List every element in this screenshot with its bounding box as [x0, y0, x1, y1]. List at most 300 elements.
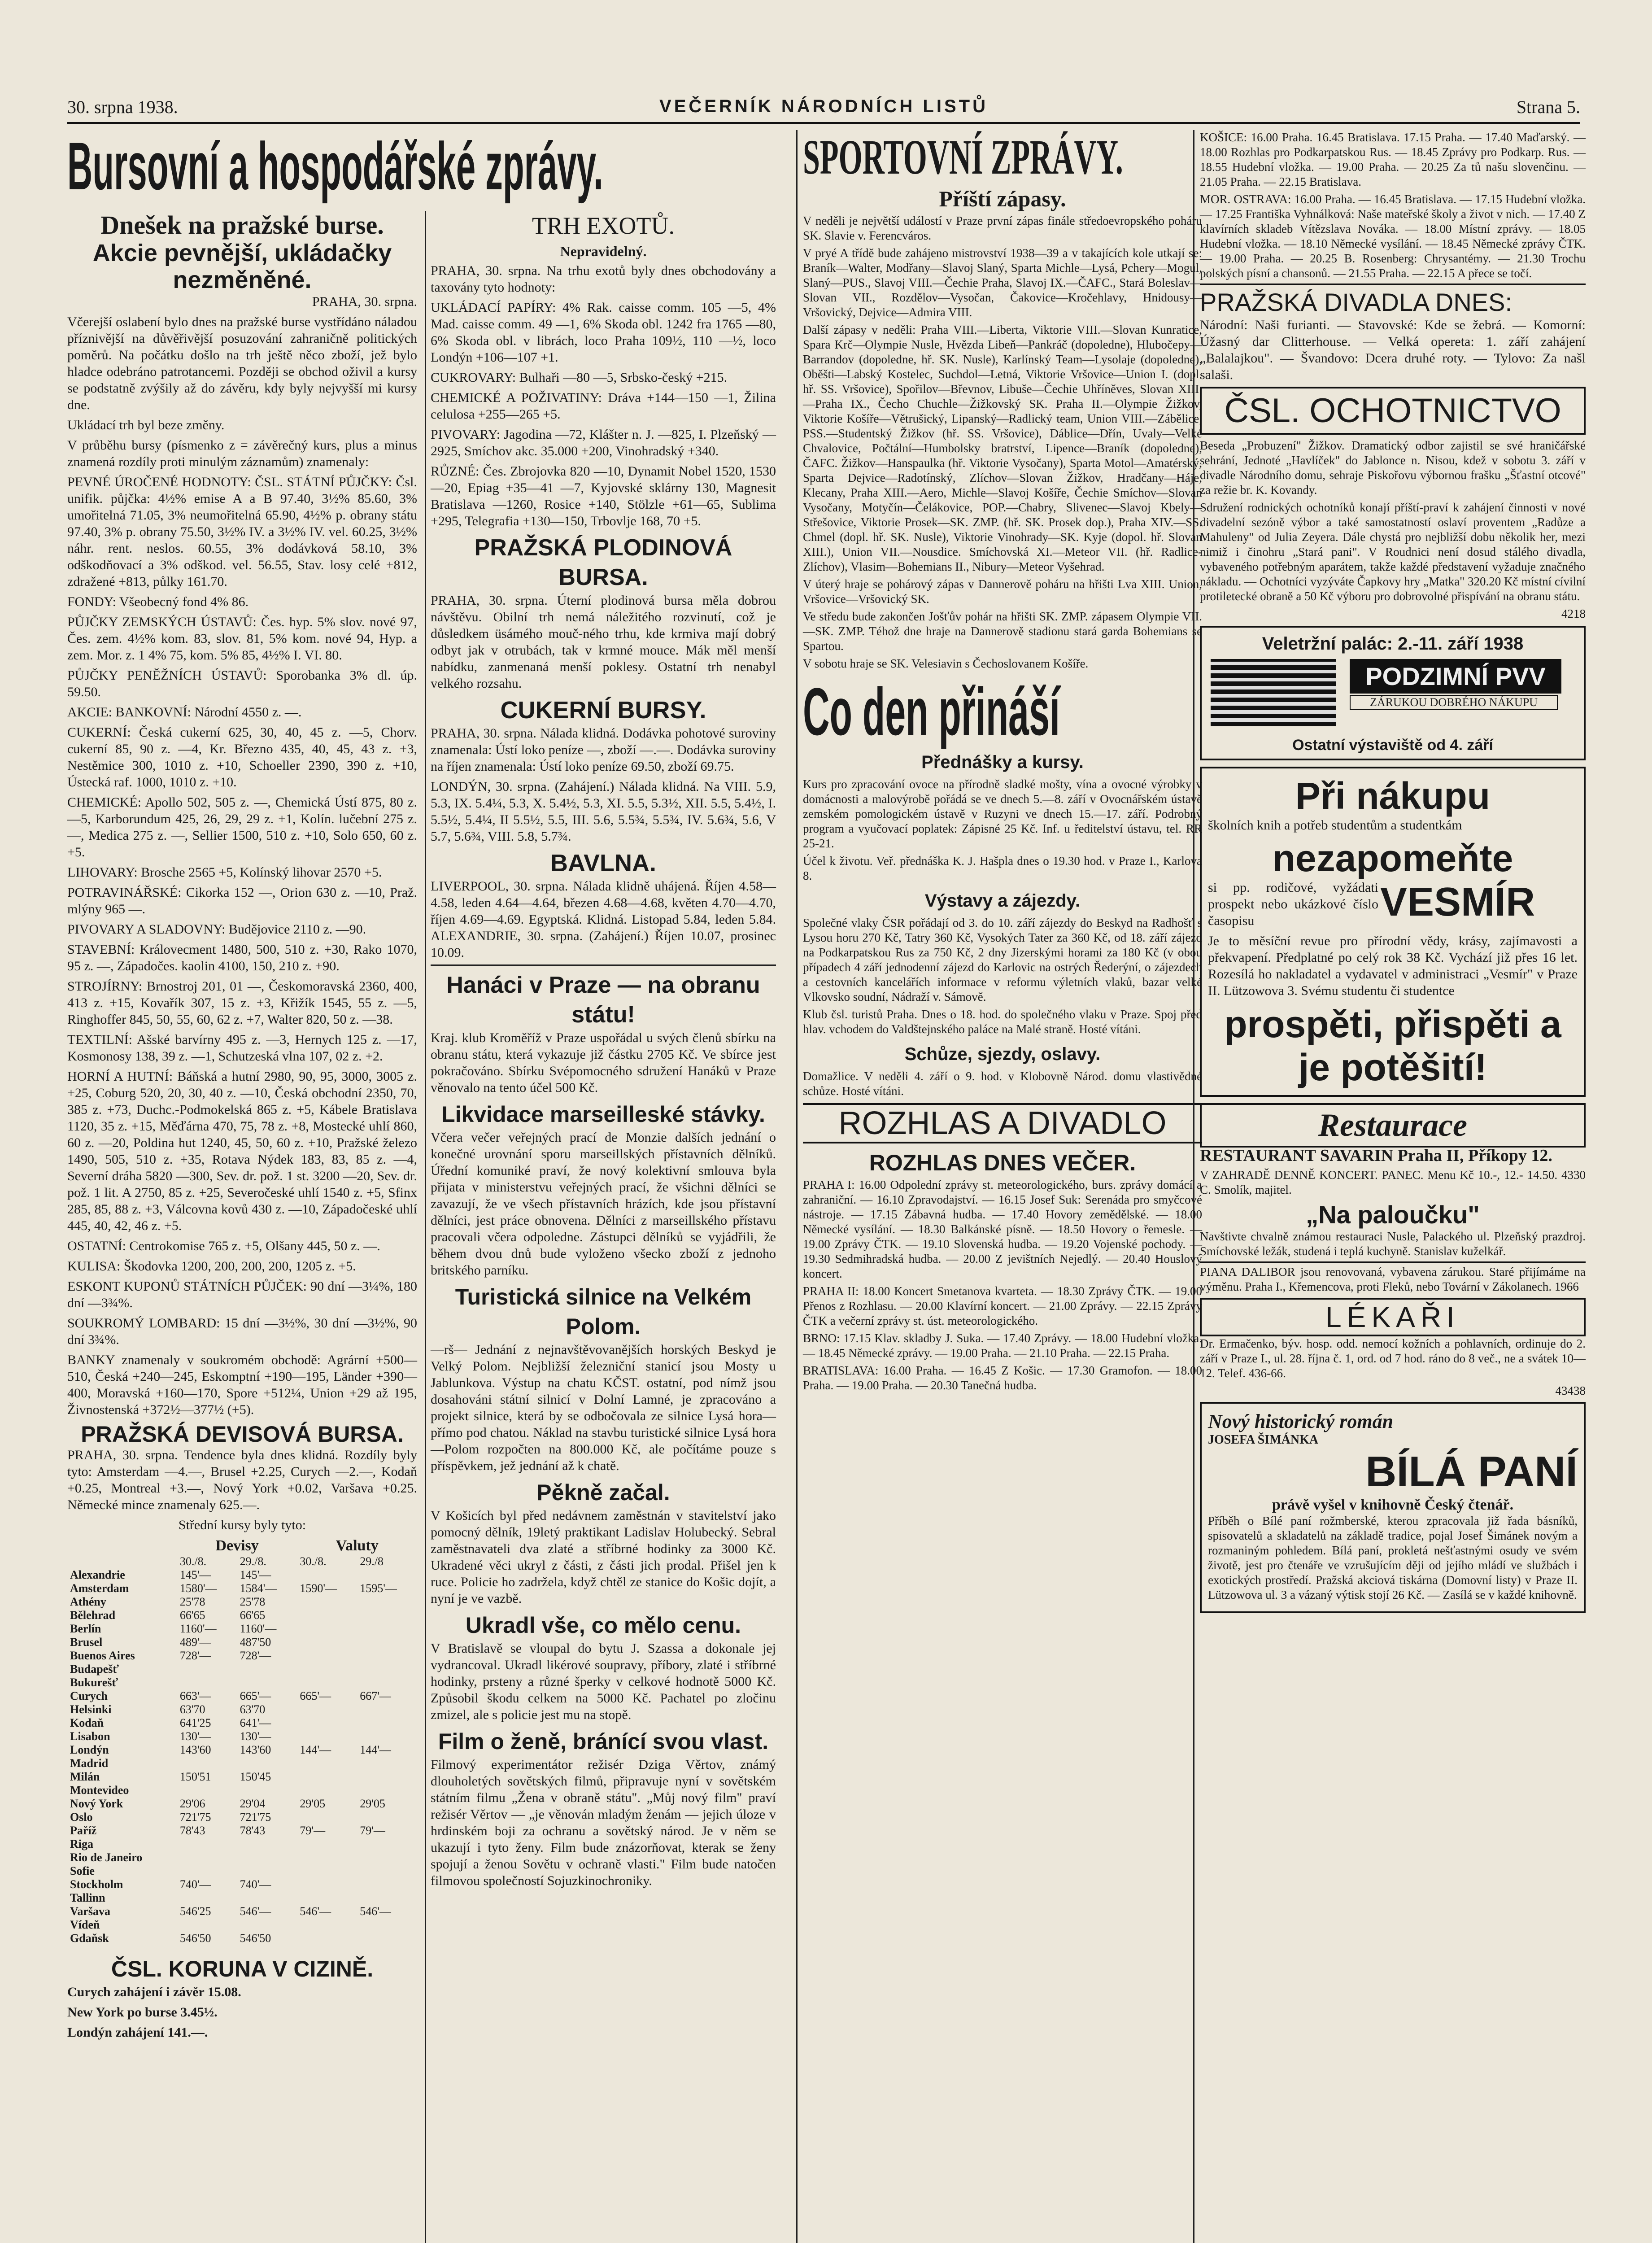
currency-table: [67, 1537, 417, 1945]
currency-value: 667'—: [360, 1689, 391, 1702]
table-row: [67, 1932, 417, 1945]
currency-value: [357, 1878, 417, 1891]
table-row: [67, 1824, 417, 1837]
restaurant-savarin: RESTAURANT SAVARIN Praha II, Příkopy 12.: [1200, 1146, 1552, 1165]
currency-value: [357, 1595, 417, 1609]
ad-vesmir-brand: VESMÍR: [1380, 880, 1535, 925]
currency-value: 641'25: [179, 1716, 211, 1729]
para: V pryé A třídě bude zahájeno mistrovství 1938—39 a v takajících kole utkají se: Braník—Walter, Modřany—Slavoj Slaný, Sparta Michle—Lysá, Pchery—Mogul, Slaný—PUS., Slavoj VIII.—Čechie Praha, Slavoj IX.—ČAFC., Stará Boleslav—Slovan VII., Rozdělov—Vysočan, Čakovice—Kročehlavy, Hnidousy—Vršovický, Dejvice—Admira VIII.: [803, 246, 1202, 319]
para: PRAHA, 30. srpna. Nálada klidná. Dodávka pohotové suroviny znamenala: Ústí loko peníze —, zboží —.—. Dodávka suroviny na říjen znamenala: Ústí loko peníze 69.50, zboží 69.75.: [431, 726, 776, 774]
table-row: [67, 1851, 417, 1864]
header-page-number: Strana 5.: [1516, 97, 1580, 117]
currency-value: [297, 1676, 357, 1689]
para: Včerejší oslabení bylo dnes na pražské burse vystřídáno náladou příznivější na důvěřivější posuzování zahraničně politických poměrů. Na počátku došlo na trh ještě něco zboží, jež bylo hladce odebráno patrotancemi. Později se obchod oživil a kursy se podstatně zvýšily až do závěru, kdy byly nejvyšší mi kursy dne.: [67, 314, 417, 412]
currency-value: 1584'—: [240, 1582, 277, 1595]
currency-value: [297, 1649, 357, 1663]
currency-table-body: [67, 1568, 417, 1945]
table-row: [67, 1582, 417, 1595]
ref-number: 43438: [1555, 1384, 1586, 1397]
currency-city: Milán: [70, 1770, 100, 1783]
currency-value: [237, 1676, 297, 1689]
currency-value: [297, 1878, 357, 1891]
currency-value: [297, 1636, 357, 1649]
para: POTRAVINÁŘSKÉ: Cikorka 152 —, Orion 630 z. —10, Praž. mlýny 965 —.: [67, 885, 417, 916]
h-prednasky: Přednášky a kursy.: [921, 752, 1084, 772]
currency-city: Amsterdam: [70, 1582, 129, 1595]
header-rule: [67, 122, 1580, 124]
currency-value: 546'50: [240, 1932, 271, 1945]
currency-value: 728'—: [179, 1649, 211, 1662]
currency-value: [177, 1891, 237, 1905]
currency-value: [237, 1784, 297, 1797]
book-ad-line: právě vyšel v knihovně Český čtenář.: [1272, 1497, 1514, 1513]
para: PEVNÉ ÚROČENÉ HODNOTY: ČSL. STÁTNÍ PŮJČKY: Čsl. unifik. půjčka: 4½% emise A a B 97.40, 3½% 85.60, 3% umořitelná 71.05, 3% neumořitelná 65.90, 4½% p. obrany státu 97.40, 3% p. obrany 75.50, 3½% IV. a 3½% IV. vel. 60.25, 3½% náhr. rent. neslos. 60.55, 3% dodávková 58.10, 3% odškodňovací a 3% odškod. vel. 56.55, Stav. losy celé +812, zdražené +813, půlky 161.70.: [67, 475, 417, 589]
para: Společné vlaky ČSR pořádají od 3. do 10. září zájezdy do Beskyd na Radhošť s Lysou horu 270 Kč, Tatry 360 Kč, Vysokých Tater za 360 Kč, od 18. září zájezd na Podkarpatskou Rus za 750 Kč, 2 dny Jizerskými horami za 180 Kč (v obou případech 4 září jednodenní zájezd do Karlovic na ostrých Řederýní, o zájezdech a cestovních kancelářích informace v reformu výletních vlaků, bazar velké Vlkovsko soudní, Nádraží v. Sámově.: [803, 916, 1202, 1004]
currency-value: 79'—: [300, 1824, 326, 1837]
currency-value: 78'43: [179, 1824, 205, 1837]
para: Filmový experimentátor režisér Dziga Věrtov, známý dlouholetých sovětských filmů, připravuje nyní v sovětském státním filmu „Žena v obraně státu". „Můj nový film" praví režisér Věrtov — „je věnován mladým ženám — jejich úloze v hrdinském boji za ochranu a sovětský národ. Je v něm se ukazují i tyto ženy. Film bude znázorňovat, kterak se ženy spojují a ženou Sovětu v ochraně vlasti." Film bude natočen filmovou společností Sojuzkinochroniky.: [431, 1757, 776, 1888]
currency-city: Stockholm: [70, 1878, 123, 1891]
h-pekne: Pěkně začal.: [536, 1480, 670, 1505]
sub-exotu: Nepravidelný.: [560, 243, 647, 259]
para: Kurs pro zpracování ovoce na přírodně sladké mošty, vína a ovocné výrobky v domácnosti a malovýrobě pořádá se ve dnech 5.—8. září v Ovocnářském ústavě zemském pomologickém ústavě v Ruzyni ve dnech 15.—17. září. Podrobný program a vyučovací poplatek: Zápisné 25 Kč. Inf. u ředitelství ústavu, tel. RR 25-21.: [803, 777, 1202, 850]
ad-vesmir-h2: nezapomeňte: [1272, 837, 1513, 879]
currency-value: 641'—: [240, 1716, 271, 1729]
para: Beseda „Probuzení" Žižkov. Dramatický odbor zajistil se své hraničářské sehrání, Jednoté „Havlíček" do Jablonce n. Nisou, kdež v sobotu 3. září v divadle Národního domu, sehraje Piskořovu výbornou frašku „Šťastní otcové" za režie br. K. Kovandy.: [1200, 439, 1586, 497]
currency-value: 546'—: [360, 1905, 391, 1918]
currency-city: Alexandrie: [70, 1568, 125, 1581]
currency-city: Helsinki: [70, 1703, 112, 1716]
h-rozhlas: ROZHLAS DNES VEČER.: [869, 1150, 1136, 1175]
currency-value: 1580'—: [179, 1582, 217, 1595]
currency-value: [357, 1568, 417, 1582]
h-cukerni: CUKERNÍ BURSY.: [500, 697, 706, 724]
table-header-valuty: Valuty: [336, 1537, 379, 1554]
currency-value: [297, 1663, 357, 1676]
table-row: [67, 1730, 417, 1743]
currency-value: [237, 1757, 297, 1770]
currency-city: Bělehrad: [70, 1609, 116, 1622]
currency-value: [297, 1811, 357, 1824]
currency-value: [357, 1649, 417, 1663]
currency-value: [357, 1676, 417, 1689]
para: SOUKROMÝ LOMBARD: 15 dní —3½%, 30 dní —3½%, 90 dní 3¾%.: [67, 1316, 417, 1347]
currency-value: [237, 1918, 297, 1932]
para: CHEMICKÉ A POŽIVATINY: Dráva +144—150 —1, Žilina celulosa +255—265 +5.: [431, 390, 776, 422]
h-bavlna: BAVLNA.: [550, 850, 656, 877]
currency-value: 143'60: [179, 1743, 211, 1756]
table-row: [67, 1649, 417, 1663]
currency-value: 721'75: [179, 1811, 211, 1824]
currency-city: Madrid: [70, 1757, 109, 1770]
ad-vesmir-t1: školních knih a potřeb studentům a studentkám: [1208, 818, 1462, 833]
para: KULISA: Škodovka 1200, 200, 200, 200, 1205 z. +5.: [67, 1259, 356, 1274]
currency-city: Athény: [70, 1595, 106, 1608]
table-row: [67, 1905, 417, 1918]
currency-value: [297, 1918, 357, 1932]
currency-value: 130'—: [179, 1730, 211, 1743]
currency-value: 1595'—: [360, 1582, 397, 1595]
table-row: [67, 1864, 417, 1878]
table-row: [67, 1918, 417, 1932]
column-sport: [803, 130, 1202, 2243]
currency-value: [177, 1864, 237, 1878]
para: UKLÁDACÍ PAPÍRY: 4% Rak. caisse comm. 105 —5, 4% Mad. caisse comm. 49 —1, 6% Skoda obl. 1242 fra 1765 —80, 6% Skoda obl. v librách, loco Praha 109½, 110 —½, loco Londýn +106—107 +1.: [431, 300, 776, 365]
currency-city: Oslo: [70, 1811, 93, 1824]
currency-value: [357, 1770, 417, 1784]
currency-value: 130'—: [240, 1730, 271, 1743]
currency-city: Rio de Janeiro: [70, 1851, 143, 1864]
currency-value: 29'06: [179, 1797, 205, 1810]
currency-value: [357, 1757, 417, 1770]
para: Další zápasy v neděli: Praha VIII.—Liberta, Viktorie VIII.—Slovan Kunratice, Spara Krč—Olympie Nusle, Hvězda Libeň—Pankráč (dopoledne), Hlubočepy—Barrandov (dopoledne, hř. SK. Nusle), Karlínský Team—Lysolaje (dopoledne), Oběšti—Labský Kostelec, Suchdol—Letná, Viktorie Vršovice—Union I. (dopl. hř. SS. Vršovice), Spořilov—Břevnov, Libuše—Čechie Uhříněves, Slovan XIII.—Praha IX., Čecho Chuchle—Žižkovský SK. Praha II.—Olympie Žižkov, Viktorie Košíře—Větrušický, Lipanský—Radlický team, Union VIII.—Zábělice, PSS.—Studentský Žižkov (hř. SS. Vršovice), Dáblice—Dřín, Uvaly—Velké Chvalovice, Počtální—Humbolsky bratrství, Lipence—Braník (dopoledne), ČAFC. Žižkov—Hanspaulka (hř. Viktorie Vysočany), Sparta Motol—Amatérský, Sparta Dejvice—Radotínský, Zlíchov—Slovan Žižkov, Hradčany—Háje, Klecany, Praha XIII.—Aero, Michle—Slavoj Košíře, Čechie Smíchov—Slovan Vysočany, Motyčín—Čelákovice, POP.—Chabry, Slivenec—Slavoj Kbely—Střešovice, Viktorie Prosek—SK. ZMP. (hř. SK. Prosek dop.), Praha XIV.—SS. Chmel (dopl. hř. SK. Nusle), Viktorie Vinohrady—SK. Kyje (dopol. hř. Slovan XIII.), Union VII.—Nousdice. Smíchovská XI.—Meteor VII. (hř. Radlice-Zlíchov), Vlasim—Bohemians II., Nibury—Meteor Vyšehrad.: [803, 323, 1202, 573]
currency-value: 546'25: [179, 1905, 211, 1918]
para: PIVOVARY A SLADOVNY: Budějovice 2110 z. —90.: [67, 922, 366, 937]
para: FONDY: Všeobecný fond 4% 86.: [67, 594, 249, 609]
ochotnictvo-banner: ČSL. OCHOTNICTVO: [1200, 387, 1586, 435]
para: BANKY znamenaly v soukromém obchodě: Agrární +500—510, Česká +240—245, Eskomptní +190—195, Länder +390—400, Moravská +160—170, Spore +512¼, Union +29 až 195, Živnostenská +372½—377½ (+5).: [67, 1353, 417, 1417]
table-row: [67, 1837, 417, 1851]
table-row: [67, 1743, 417, 1757]
para: V sobotu hraje se SK. Velesiavin s Čechoslovanem Košíře.: [803, 657, 1089, 670]
building-icon: [1211, 659, 1336, 726]
lekari-ad: Dr. Ermačenko, býv. hosp. odd. nemocí kožních a pohlavních, ordinuje do 2. září v Praze I., ul. 28. října č. 1, ord. od 7 hod. ráno do 8 več., ne a svátek 10—12. Telef. 436-66.: [1200, 1337, 1586, 1380]
currency-value: 78'43: [240, 1824, 266, 1837]
ad-veletrh-sub: ZÁRUKOU DOBRÉHO NÁKUPU: [1350, 695, 1558, 710]
para: V neděli je největší událostí v Praze první zápas finále středoevropského poháru SK. Slavie v. Ferencváros.: [803, 214, 1202, 242]
para: STAVEBNÍ: Královecment 1480, 500, 510 z. +30, Rako 1070, 95 z. —, Západočes. kaolin 4100, 150, 210 z. +90.: [67, 942, 417, 973]
para: Ve středu bude zakončen Jošťův pohár na hřišti SK. ZMP. zápasem Olympie VII.—SK. ZMP. Téhož dne hraje na Dannerově stadionu stará garda Bohemians se Spartou.: [803, 610, 1202, 653]
book-ad: [1200, 1402, 1586, 1613]
currency-value: 487'50: [240, 1636, 271, 1649]
table-row: [67, 1663, 417, 1676]
h-zajezdy: Výstavy a zájezdy.: [924, 891, 1081, 911]
table-row: [67, 1811, 417, 1824]
h-akcie: Akcie pevnější, ukládačky nezměněné.: [92, 240, 392, 293]
currency-value: [357, 1932, 417, 1945]
h-hanaci: Hanáci v Praze — na obranu státu!: [431, 964, 776, 1030]
currency-value: 150'45: [240, 1770, 271, 1783]
currency-value: 144'—: [300, 1743, 331, 1756]
currency-value: 489'—: [179, 1636, 211, 1649]
para: CUKROVARY: Bulhaři —80 —5, Srbsko-český +215.: [431, 370, 728, 385]
para: Domažlice. V neděli 4. září o 9. hod. v Klobovně Národ. domu vlastivědné schůze. Hosté vítáni.: [803, 1069, 1202, 1098]
para: PRAHA, 30. srpna. Úterní plodinová bursa měla dobrou návštěvu. Obilní trh nemá náležitého rozvinutí, což je důsledkem üsámého mouč-ného trhu, kde krmiva mají dobrý odbyt jak v otrubách, tak v krmné mouce. Mák měl menší nabídku, zanmenaná menší poklesy. Ostatní trh nenabyl velkého rozsahu.: [431, 593, 776, 691]
currency-value: 150'51: [179, 1770, 211, 1783]
ad-vesmir: [1200, 767, 1586, 1097]
table-row: [67, 1609, 417, 1622]
table-row: [67, 1784, 417, 1797]
para: BRATISLAVA: 16.00 Praha. — 16.45 Z Košic. — 17.30 Gramofon. — 18.00 Praha. — 19.00 Praha. — 20.30 Tanečná hudba.: [803, 1364, 1202, 1392]
ad-veletrh-bottom: Ostatní výstaviště od 4. září: [1292, 737, 1493, 754]
h-divadla: PRAŽSKÁ DIVADLA DNES:: [1200, 284, 1586, 317]
co-den-banner: Co den přináší: [803, 674, 1060, 749]
currency-value: [357, 1703, 417, 1716]
currency-value: 66'65: [179, 1609, 205, 1622]
para: PRAHA, 30. srpna. Na trhu exotů byly dnes obchodovány a taxovány tyto hodnoty:: [431, 263, 776, 295]
para: Národní: Naši furianti. — Stavovské: Kde se žebrá. — Komorní: Úžasný dar Clitterhouse. — Velká opereta: 1. září zahájení „Balalajkou". — Švandovo: Dcera druhé roty. — Tylovo: Za našl salaši.: [1200, 318, 1586, 382]
currency-value: [297, 1770, 357, 1784]
currency-value: [357, 1730, 417, 1743]
table-row: [67, 1676, 417, 1689]
currency-value: 143'60: [240, 1743, 271, 1756]
para: Kraj. klub Kroměříž v Praze uspořádal u svých členů sbírku na obranu státu, která vykazuje již částku 2705 Kč. Ve sbírce jest pokračováno. Sbírku Svépomocného sdružení Hanáků v Praze věnovalo na tento účel 500 Kč.: [431, 1030, 776, 1095]
currency-city: Buenos Aires: [70, 1649, 135, 1662]
currency-value: 728'—: [240, 1649, 271, 1662]
currency-value: [297, 1757, 357, 1770]
currency-city: Montevideo: [70, 1784, 129, 1797]
para: Střední kursy byly tyto:: [178, 1518, 306, 1532]
currency-value: 1590'—: [300, 1582, 337, 1595]
ad-veletrh-title: Veletržní palác: 2.-11. září 1938: [1262, 634, 1524, 654]
currency-value: [357, 1636, 417, 1649]
currency-value: [297, 1851, 357, 1864]
para: V úterý hraje se pohárový zápas v Dannerově poháru na hřišti Lva XIII. Union, Vršovice—Vršovický SK.: [803, 577, 1202, 606]
currency-value: [297, 1837, 357, 1851]
restaurant-paloucku-info: Navštivte chvalně známou restauraci Nusle, Palackého ul. Plzeňský prazdroj. Smíchovské ležák, studená i teplá kuchyně. Stanislav kuželkář.: [1200, 1230, 1586, 1258]
column-rule: [425, 211, 426, 2243]
para: Včera večer veřejných prací de Monzie dalších jednání o konečné urovnání sporu marseillských přístavních dělníků. Úřední komuniké praví, že nový kolektivní smlouva byla přijata v ministerstvu veřejných prací, že všichni dělníci se zavazují, že ve všech přístavních hrázích, kde jsou přístavní dělníci, jest práce obnovena. Dělníci z marseillského přístavu pracovali včera odpoledne. Zástupci dělníků se vyjádřili, že během dvou dnů bude vyloženo všecko zboží z jednoho britského parníku.: [431, 1130, 776, 1278]
table-header-devisy: Devisy: [215, 1537, 259, 1554]
ref-number: 4218: [1561, 607, 1586, 620]
para: V průběhu bursy (písmenko z = závěrečný kurs, plus a minus znamená rozdíly proti minulým záznamům) znamenaly:: [67, 438, 417, 469]
currency-value: [297, 1716, 357, 1730]
currency-value: 665'—: [240, 1689, 271, 1702]
currency-city: Varšava: [70, 1905, 111, 1918]
book-ad-tagline: Nový historický román: [1208, 1410, 1394, 1432]
para: Ukládací trh byl beze změny.: [67, 418, 225, 432]
currency-value: [357, 1716, 417, 1730]
ad-vesmir-h3: prospěti, přispěti a je potěšití!: [1224, 1003, 1561, 1088]
currency-value: 145'—: [240, 1568, 271, 1581]
currency-value: [177, 1918, 237, 1932]
table-row: [67, 1770, 417, 1784]
currency-city: Riga: [70, 1837, 93, 1850]
header-paper-name: VEČERNÍK NÁRODNÍCH LISTŮ: [659, 96, 988, 116]
currency-city: Kodaň: [70, 1716, 104, 1729]
currency-value: 740'—: [179, 1878, 211, 1891]
ad-vesmir-h1: Při nákupu: [1295, 775, 1491, 817]
currency-city: Vídeň: [70, 1918, 100, 1931]
currency-value: [297, 1932, 357, 1945]
table-row: [67, 1891, 417, 1905]
place-date: PRAHA, 30. srpna.: [312, 294, 417, 309]
para: LIHOVARY: Brosche 2565 +5, Kolínský lihovar 2570 +5.: [67, 865, 382, 880]
currency-value: 63'70: [179, 1703, 205, 1716]
currency-value: [177, 1851, 237, 1864]
para: PRAHA II: 18.00 Koncert Smetanova kvarteta. — 18.30 Zprávy ČTK. — 19.00 Přenos z Rozhlasu. — 20.00 Klavírní koncert. — 21.00 Zprávy. — 22.15 Zprávy ČTK a večerní zprávy st. úst. meteorologického.: [803, 1284, 1202, 1327]
para: LIVERPOOL, 30. srpna. Nálada klidně uhájená. Říjen 4.58—4.58, leden 4.64—4.64, březen 4.68—4.68, květen 4.70—4.70, říjen 4.69—4.69. Egyptská. Klidná. Listopad 5.84, leden 5.84. ALEXANDRIE, 30. srpna. (Zahájení.) Říjen 10.07, prosinec 10.09.: [431, 879, 776, 960]
h-likvidace: Likvidace marseilleské stávky.: [441, 1102, 765, 1127]
currency-city: Sofie: [70, 1864, 95, 1877]
book-ad-title: BÍLÁ PANÍ: [1365, 1448, 1578, 1496]
currency-value: [297, 1595, 357, 1609]
currency-value: [357, 1864, 417, 1878]
column-rule: [1193, 130, 1194, 2243]
currency-value: [297, 1730, 357, 1743]
h-ukradl: Ukradl vše, co mělo cenu.: [465, 1613, 741, 1638]
para: HORNÍ A HUTNÍ: Báňská a hutní 2980, 90, 95, 3000, 3005 z. +25, Coburg 520, 20, 30, 40 z. —10, Česká obchodní 2350, 70, 385 z. +73, Duchc.-Podmokelská 865 z. +5, Kábele Bratislava 1120, 35 z. +15, Měďárna 470, 75, 78 z. +8, Mostecké uhlí 860, 60 z. —20, Poldina hut 1240, 45, 50, 60 z. +10, Pražské železo 1490, 505, 510 z. +35, Rotava Nýdek 183, 83, 85 z. —4, Severní dráha 5820 —300, Sev. dr. pož. 1 st. 3200 —20, Sev. dr. pož. 1 lit. A 2750, 85 z. +25, Severočeské uhlí 1540 z. +5, Sfinx 285, 85, 88 z. +3, Válcovna kovů 430 z. —10, Západočeské uhlí 445, 40, 42, 46 z. +5.: [67, 1069, 417, 1233]
h-koruna: ČSL. KORUNA V CIZINĚ.: [111, 1956, 374, 1981]
koruna-line: New York po burse 3.45½.: [67, 2005, 218, 2020]
koruna-line: Curych zahájení i závěr 15.08.: [67, 1985, 241, 1999]
ad-veletrh-brand: PODZIMNÍ PVV: [1350, 659, 1561, 694]
h-turisticka: Turistická silnice na Velkém Polom.: [455, 1284, 752, 1339]
currency-city: Curych: [70, 1689, 108, 1702]
h-exotu: TRH EXOTŮ.: [532, 212, 675, 239]
currency-value: [297, 1622, 357, 1636]
column-culture-ads: [1200, 130, 1586, 2243]
para: KOŠICE: 16.00 Praha. 16.45 Bratislava. 17.15 Praha. — 17.40 Maďarský. — 18.00 Rozhlas pro Podkarpatskou Rus. — 18.45 Zprávy pro Podkarp. Rus. — 18.55 Hudební vložka. — 19.00 Praha. — 20.25 Za tů našu slovenčinu. — 21.05 Praha. — 22.15 Bratislava.: [1200, 131, 1586, 188]
currency-value: [297, 1784, 357, 1797]
para: OSTATNÍ: Centrokomise 765 z. +5, Olšany 445, 50 z. —.: [67, 1239, 380, 1253]
para: LONDÝN, 30. srpna. (Zahájení.) Nálada klidná. Na VIII. 5.9, 5.3, IX. 5.4¼, 5.3, X. 5.4½, 5.3, XI. 5.5, 5.3½, XII. 5.5, 5.4½, I. 5.5½, 5.4¼, II 5.5½, 5.5, III. 5.6, 5.5¾, 5.5¾, IV. 5.6¾, 5.6, V 5.7, 5.6¾, VIII. 5.8, 5.7¾.: [431, 779, 776, 844]
restaurant-savarin-info: V ZAHRADĚ DENNĚ KONCERT. PANEC. Menu Kč 10.-, 12.- 14.50. 4330 C. Smolík, majitel.: [1200, 1168, 1586, 1196]
table-row: [67, 1703, 417, 1716]
ad-veletrh: [1200, 626, 1586, 760]
currency-city: Londýn: [70, 1743, 109, 1756]
currency-value: 1160'—: [179, 1622, 217, 1635]
currency-value: 29'05: [300, 1797, 326, 1810]
currency-city: Brusel: [70, 1636, 103, 1649]
currency-value: [177, 1663, 237, 1676]
currency-value: [357, 1851, 417, 1864]
para: PIVOVARY: Jagodina —72, Klášter n. J. —825, I. Plzeňský —2925, Smíchov akc. 35.000 +200, Vinohradský +340.: [431, 427, 776, 458]
para: CHEMICKÉ: Apollo 502, 505 z. —, Chemická Ústí 875, 80 z. —5, Karborundum 425, 26, 29, 29 z. +1, Kolín. lučební 275 z. —, Medica 275 z. —, Sellier 1500, 510 z. +10, Solo 650, 60 z. +5.: [67, 795, 417, 860]
currency-value: [237, 1864, 297, 1878]
currency-value: [177, 1757, 237, 1770]
para: Klub čsl. turistů Praha. Dnes o 18. hod. do společného vlaku v Praze. Spoj před hlav. vchodem do Valdštejnského paláce na Malé straně. Hosté vítáni.: [803, 1008, 1202, 1036]
table-row: [67, 1797, 417, 1811]
currency-city: Gdaňsk: [70, 1932, 109, 1945]
currency-value: [357, 1609, 417, 1622]
currency-value: [357, 1811, 417, 1824]
h-today: Dnešek na pražské burse.: [100, 210, 384, 240]
piano-ad: PIANA DALIBOR jsou renovovaná, vybavena zárukou. Staré přijímáme na výměnu. Praha I., Křemencova, proti Fleků, nebo Tovární v Zákolanech. 1966: [1200, 1261, 1586, 1294]
book-ad-author: JOSEFA ŠIMÁNKA: [1208, 1433, 1319, 1447]
currency-value: 145'—: [179, 1568, 211, 1581]
currency-value: 79'—: [360, 1824, 385, 1837]
currency-city: Nový York: [70, 1797, 123, 1810]
table-row: [67, 1757, 417, 1770]
currency-value: [177, 1784, 237, 1797]
currency-value: 721'75: [240, 1811, 271, 1824]
currency-value: [177, 1837, 237, 1851]
currency-value: 29'04: [240, 1797, 266, 1810]
currency-city: Tallinn: [70, 1891, 105, 1904]
para: TEXTILNÍ: Ašské barvírny 495 z. —3, Hernych 125 z. —17, Kosmonosy 138, 39 z. —1, Schutzeská vlna 107, 02 z. +2.: [67, 1032, 417, 1064]
currency-value: [357, 1837, 417, 1851]
para: CUKERNÍ: Česká cukerní 625, 30, 40, 45 z. —5, Chorv. cukerní 85, 90 z. —4, Kr. Březno 435, 40, 45, 43 z. +3, Nestěmice 300, 1010 z. +10, Schoeller 2390, 390 z. +10, Ústecká raf. 1000, 1010 z. +10.: [67, 725, 417, 790]
currency-value: [237, 1663, 297, 1676]
header-date: 30. srpna 1938.: [67, 97, 178, 117]
currency-value: 665'—: [300, 1689, 331, 1702]
col-date: 29./8: [360, 1555, 384, 1568]
h-plodinova: PRAŽSKÁ PLODINOVÁ BURSA.: [474, 535, 732, 590]
h-film: Film o ženě, bránící svou vlast.: [438, 1729, 769, 1754]
koruna-line: Londýn zahájení 141.—.: [67, 2025, 208, 2040]
para: ESKONT KUPONŮ STÁTNÍCH PŮJČEK: 90 dní —3¼%, 180 dní —3¾%.: [67, 1279, 417, 1310]
currency-value: [357, 1784, 417, 1797]
book-ad-text: Příběh o Bílé paní rožmberské, kterou zpracovala již řada básníků, spisovatelů a skladatelů na základě tradice, pojal Josef Šimánek novým a rozmaniným pohledem. Bílá paní, prokletá nešťastnými osudy ve svém životě, jest pro čtenáře ve vzrušujícím ději od jejího mládí ve službách i exotických prostředí. Pražská akciová tiskárna (Domovní listy) v Praze II. Lützowova ul. 3 a vázaný výtisk stojí 26 Kč. — Zasílá se v každé knihovně.: [1208, 1514, 1578, 1602]
currency-city: Berlín: [70, 1622, 101, 1635]
currency-value: 66'65: [240, 1609, 266, 1622]
para: PRAHA, 30. srpna. Tendence byla dnes klidná. Rozdíly byly tyto: Amsterdam —4.—, Brusel +2.25, Curych —2.—, Kodaň +0.25, Montreal +3.—, Nový York +0.02, Varšava +0.25. Německé mince znamenaly 625.—.: [67, 1448, 417, 1512]
currency-value: 25'78: [240, 1595, 266, 1608]
currency-value: 546'—: [300, 1905, 331, 1918]
currency-city: Bukurešť: [70, 1676, 118, 1689]
column-rule: [796, 130, 798, 2243]
business-banner: Bursovní a hospodářské zprávy.: [67, 128, 603, 204]
ad-vesmir-t2: si pp. rodičové, vyžádati prospekt nebo ukázkové číslo časopisu: [1208, 880, 1378, 928]
currency-value: 25'78: [179, 1595, 205, 1608]
table-row: [67, 1878, 417, 1891]
para: Sdružení rodnických ochotníků konají příští-praví k zahájení činnosti v nové divadelní sezóně výbor a také samostatností oslaví proventem „Radůze a Mahuleny" od Julia Zeyera. Dále chystá pro nejbližší dobu několik her, mezi nimiž i činohru „Stará pani". V Roudnici není dosud stálého divadla, vybaveného potřebným aparátem, takže každé představení vyžaduje značného nákladu. — Ochotníci vyzýváte Čapkovy hry „Matka" 320.20 Kč místní cívilní protiletecké obraně a 50 Kč výboru pro dobrovolné přispívání na obranu státu.: [1200, 501, 1586, 603]
currency-value: 740'—: [240, 1878, 271, 1891]
currency-city: Budapešť: [70, 1663, 119, 1676]
para: Účel k životu. Veř. přednáška K. J. Hašpla dnes o 19.30 hod. v Praze I., Karlova 8.: [803, 854, 1202, 882]
para: BRNO: 17.15 Klav. skladby J. Suka. — 17.40 Zprávy. — 18.00 Hudební vložka. — 18.45 Německé zprávy. — 19.00 Praha. — 21.10 Praha. — 22.15 Praha.: [803, 1331, 1202, 1360]
col-date: 29./8.: [240, 1555, 266, 1568]
currency-city: Paříž: [70, 1824, 97, 1837]
col-date: 30./8.: [300, 1555, 327, 1568]
para: V Košicích byl před nedávnem zaměstnán v stavitelství jako pomocný dělník, 19letý praktikant Ladislav Holubecký. Sebral zaměstnavateli dva zlaté a stříbrné hodinky za 3000 Kč. Ukradené věci ukryl z části, z části jich prodal. Přišel jen k ruce. Policie ho zadržela, když chtěl ze stanice do Košic dojít, a nyní je ve vazbě.: [431, 1508, 776, 1606]
h-devis: PRAŽSKÁ DEVISOVÁ BURSA.: [81, 1422, 404, 1447]
para: V Bratislavě se vloupal do bytu J. Szassa a dokonale jej vydrancoval. Ukradl likérové soupravy, příbory, zlaté i stříbrné hodinky, prsteny a různé šperky v celkové hodnotě 5000 Kč. Způsobil škodu celkem na 5000 Kč. Pachatel po zločinu zmizel, ale s policie jest mu na stopě.: [431, 1641, 776, 1722]
ad-vesmir-t3: Je to měsíční revue pro přírodní vědy, krásy, zajímavosti a překvapení. Předplatné po celý rok 38 Kč. Vychází již přes 16 let. Rozesílá ho nakladatel a vydavatel v administraci „Vesmír" v Praze II. Lützowova 3. Svému studentu či studentce: [1208, 934, 1578, 998]
currency-value: [237, 1891, 297, 1905]
table-row: [67, 1689, 417, 1703]
table-row: [67, 1636, 417, 1649]
currency-value: 663'—: [179, 1689, 211, 1702]
currency-value: [357, 1622, 417, 1636]
currency-value: [237, 1837, 297, 1851]
currency-value: [357, 1918, 417, 1932]
para: RŮZNÉ: Čes. Zbrojovka 820 —10, Dynamit Nobel 1520, 1530 —20, Epiag +35—41 —7, Kyjovské sklárny 130, Magnesit Bratislava —1260, Rosice +140, Stölzle +61—65, Sublima +295, Telegrafia +130—150, Trbovlje 168, 70 +5.: [431, 464, 776, 528]
sport-banner: SPORTOVNÍ ZPRÁVY.: [803, 130, 1123, 184]
para: PŮJČKY ZEMSKÝCH ÚSTAVŮ: Čes. hyp. 5% slov. nové 97, Čes. zem. 4½% kom. 83, slov. 81, 5% kom. nové 94, Hyp. a zem. Mor. z. 1 4% 75, kom. 5% 85, 4½% I. VI. 80.: [67, 615, 417, 663]
currency-value: [177, 1676, 237, 1689]
restaurant-paloucku-title: „Na paloučku": [1306, 1200, 1480, 1229]
para: AKCIE: BANKOVNÍ: Národní 4550 z. —.: [67, 705, 302, 720]
currency-value: [297, 1568, 357, 1582]
para: —rš— Jednání z nejnavštěvovanějších horských Beskyd je Velký Polom. Nejbližší železniční stanicí jsou Mosty u Jablunkova. Výstup na chatu KČST. ostatní, pod nímž jsou dosahováni státní silnicí v Dolní Lamné, je zpracováno a projekt silnice, která by se odbočovala ze silnice Lysá hora—přímo pod chatou. Náklad na stavbu turistické silnice Lysá hora—Polom rozpočten na 800.000 Kč, ale počítáme pouze s příspěvkem, jež jednání až k chatě.: [431, 1342, 776, 1473]
currency-value: [297, 1891, 357, 1905]
column-markets: [431, 211, 776, 2243]
h-schuze: Schůze, sjezdy, oslavy.: [904, 1044, 1101, 1064]
currency-value: 29'05: [360, 1797, 385, 1810]
rozhlas-banner: ROZHLAS A DIVADLO: [803, 1103, 1202, 1143]
currency-value: 546'50: [179, 1932, 211, 1945]
h-pristi: Příští zápasy.: [939, 186, 1066, 211]
col-date: 30./8.: [179, 1555, 207, 1568]
table-row: [67, 1568, 417, 1582]
currency-value: 144'—: [360, 1743, 391, 1756]
currency-value: [357, 1891, 417, 1905]
lekari-banner: LÉKAŘI: [1200, 1298, 1586, 1336]
currency-value: [357, 1663, 417, 1676]
currency-value: [297, 1609, 357, 1622]
para: PŮJČKY PENĚŽNÍCH ÚSTAVŮ: Sporobanka 3% dl. úp. 59.50.: [67, 668, 417, 699]
para: PRAHA I: 16.00 Odpolední zprávy st. meteorologického, burs. zprávy domácí a zahraniční. — 16.10 Zpravodajství. — 16.15 Josef Suk: Serenáda pro smyčcové nástroje. — 17.15 Zábavná hudba. — 17.40 Hovory zemědělské. — 18.00 Německé vysílání. — 18.30 Balkánské písně. — 18.50 Hovory o řemesle. — 19.00 Zprávy ČTK. — 19.10 Slovenská hudba. — 19.20 Vojenské pochody. — 19.30 Sedmihradská hudba. — 20.00 Z jevištních Nejedlý. — 20.40 Houslový koncert.: [803, 1178, 1202, 1280]
table-row: [67, 1595, 417, 1609]
currency-value: 63'70: [240, 1703, 266, 1716]
currency-value: [297, 1703, 357, 1716]
para: STROJÍRNY: Brnostroj 201, 01 —, Českomoravská 2360, 400, 413 z. +15, Kovařík 307, 15 z. +3, Křižík 1545, 55 z. —5, Ringhoffer 845, 50, 55, 60, 62 z. +7, Walter 820, 50 z. —38.: [67, 979, 417, 1027]
currency-value: [237, 1851, 297, 1864]
table-row: [67, 1622, 417, 1636]
table-row: [67, 1716, 417, 1730]
